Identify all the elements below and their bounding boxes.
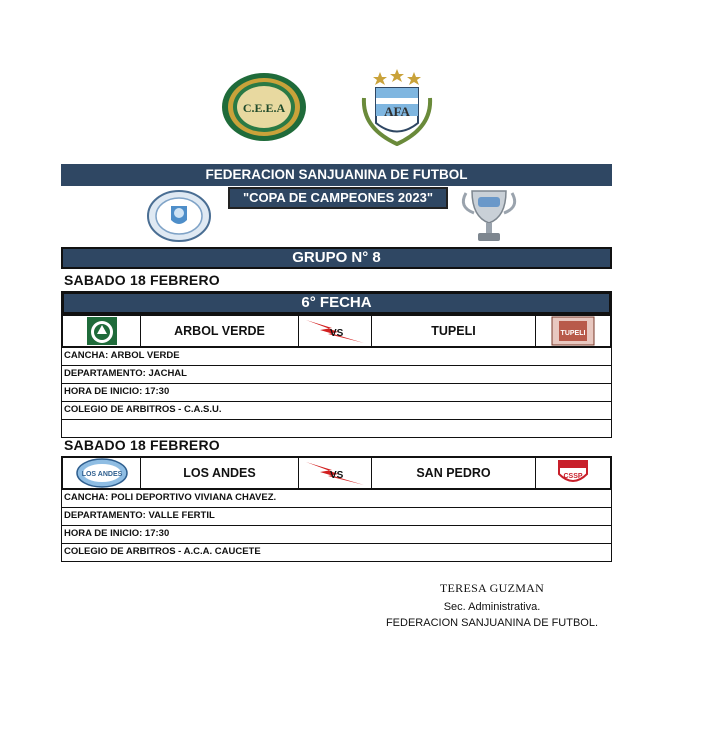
spacer-row [61,420,612,438]
ceea-logo-text: C.E.E.A [242,101,286,115]
san-pedro-logo [536,458,610,488]
match-1-departamento: DEPARTAMENTO: JACHAL [61,366,612,384]
match-2-vs-icon [299,458,372,488]
arbol-verde-logo [63,316,141,346]
tupeli-logo [536,316,610,346]
group-label: GRUPO N° 8 [61,247,612,269]
svg-text:VS: VS [330,328,344,339]
san-pedro-logo-text: CSSP [563,473,583,480]
match-2-home-team: LOS ANDES [141,458,299,488]
federation-logo [147,190,211,242]
federation-title: FEDERACION SANJUANINA DE FUTBOL [61,164,612,186]
match-2-row [61,456,612,490]
trophy-icon [458,187,520,245]
match-2-date: SABADO 18 FEBRERO [64,437,220,453]
svg-text:VS: VS [330,470,344,481]
los-andes-logo-text: LOS ANDES [81,471,122,478]
ceea-logo [221,72,307,142]
afa-logo [354,68,440,146]
match-2-away-team: SAN PEDRO [372,458,536,488]
match-2-departamento: DEPARTAMENTO: VALLE FERTIL [61,508,612,526]
match-1-row [61,314,612,348]
cup-title: "COPA DE CAMPEONES 2023" [228,187,448,209]
match-2-cancha: CANCHA: POLI DEPORTIVO VIVIANA CHAVEZ. [61,490,612,508]
match-1-away-team: TUPELI [372,316,536,346]
signature-name: TERESA GUZMAN [439,581,545,595]
match-2-hora: HORA DE INICIO: 17:30 [61,526,612,544]
match-1-hora: HORA DE INICIO: 17:30 [61,384,612,402]
round-label: 6° FECHA [61,291,612,315]
match-1-colegio: COLEGIO DE ARBITROS - C.A.S.U. [61,402,612,420]
match-2-colegio: COLEGIO DE ARBITROS - A.C.A. CAUCETE [61,544,612,562]
signature-org: FEDERACION SANJUANINA DE FUTBOL. [385,617,599,629]
afa-logo-text: AFA [384,104,410,119]
match-1-home-team: ARBOL VERDE [141,316,299,346]
tupeli-logo-text: TUPELI [560,330,586,337]
match-1-vs-icon [299,316,372,346]
match-1-date: SABADO 18 FEBRERO [64,272,220,288]
match-1-cancha: CANCHA: ARBOL VERDE [61,348,612,366]
los-andes-logo [63,458,141,488]
signature-role: Sec. Administrativa. [443,601,541,613]
